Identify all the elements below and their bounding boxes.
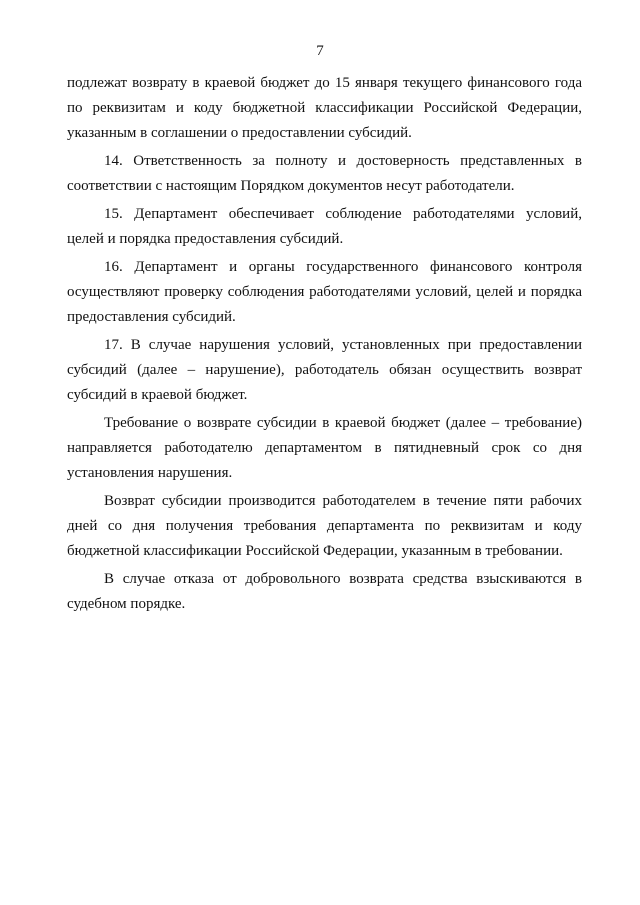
paragraph-16: 16. Департамент и органы государственного финансового контроля осуществляют проверку соблюдения работодателями условий, целей и порядка предоставления субсидий. <box>67 259 582 325</box>
paragraph-continuation: подлежат возврату в краевой бюджет до 15 января текущего финансового года по реквизитам и коду бюджетной классификации Российской Федерации, указанным в соглашении о предоставлении субсидий. <box>67 75 582 141</box>
page-number: 7 <box>316 43 324 59</box>
paragraph-17: 17. В случае нарушения условий, установленных при предоставлении субсидий (далее – нарушение), работодатель обязан осуществить возврат субсидий в краевой бюджет. <box>67 337 582 403</box>
paragraph-court: В случае отказа от добровольного возврата средства взыскиваются в судебном порядке. <box>67 571 582 612</box>
paragraph-14: 14. Ответственность за полноту и достоверность представленных в соответствии с настоящим Порядком документов несут работодатели. <box>67 153 582 194</box>
paragraph-15: 15. Департамент обеспечивает соблюдение работодателями условий, целей и порядка предоставления субсидий. <box>67 206 582 247</box>
paragraph-refund: Возврат субсидии производится работодателем в течение пяти рабочих дней со дня получения требования департамента по реквизитам и коду бюджетной классификации Российской Федерации, указанным в требовании. <box>67 493 582 559</box>
document-body <box>67 71 582 620</box>
paragraph-requirement: Требование о возврате субсидии в краевой бюджет (далее – требование) направляется работодателю департаментом в пятидневный срок со дня установления нарушения. <box>67 415 582 481</box>
